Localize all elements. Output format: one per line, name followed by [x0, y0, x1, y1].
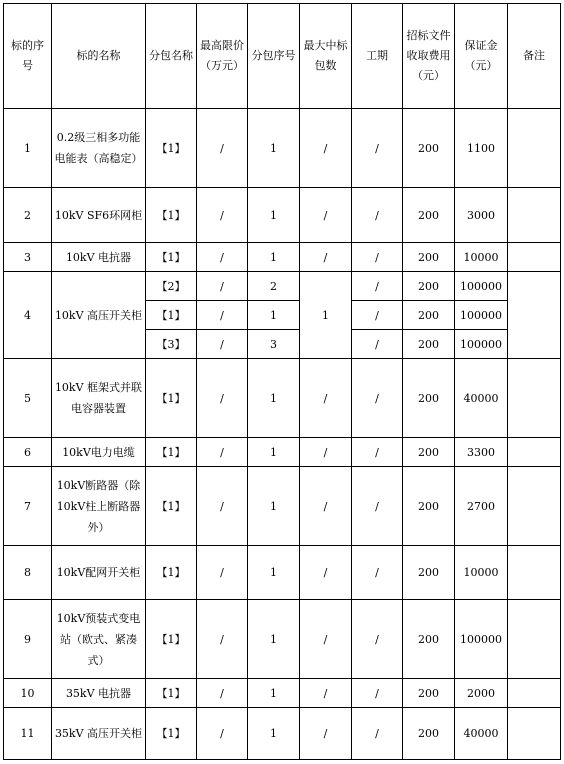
cell-fee: 200 [403, 109, 455, 188]
cell-deposit: 100000 [455, 272, 508, 301]
cell-package-name: 【1】 [146, 546, 197, 600]
cell-max-price: / [197, 359, 248, 438]
cell-max-price: / [197, 438, 248, 467]
cell-name: 10kV 电抗器 [52, 243, 146, 272]
cell-max-price: / [197, 109, 248, 188]
header-deposit: 保证金（元） [455, 4, 508, 109]
cell-package-name: 【1】 [146, 109, 197, 188]
cell-package-no: 1 [248, 301, 300, 330]
cell-max-price: / [197, 467, 248, 546]
cell-fee: 200 [403, 546, 455, 600]
header-name: 标的名称 [52, 4, 146, 109]
cell-package-no: 1 [248, 708, 300, 760]
table-row [4, 109, 561, 188]
cell-package-name: 【1】 [146, 243, 197, 272]
cell-package-no: 1 [248, 109, 300, 188]
header-row [4, 4, 561, 109]
cell-note [508, 188, 561, 243]
cell-package-name: 【1】 [146, 438, 197, 467]
cell-seq: 4 [4, 272, 52, 359]
cell-max-price: / [197, 679, 248, 708]
cell-period: / [352, 330, 403, 359]
header-max-win: 最大中标包数 [300, 4, 352, 109]
cell-max-price: / [197, 600, 248, 679]
cell-period: / [352, 243, 403, 272]
table-row [4, 243, 561, 272]
cell-max-win: / [300, 188, 352, 243]
cell-note [508, 600, 561, 679]
cell-deposit: 100000 [455, 330, 508, 359]
cell-seq: 6 [4, 438, 52, 467]
cell-name: 10kV电力电缆 [52, 438, 146, 467]
cell-fee: 200 [403, 467, 455, 546]
cell-deposit: 10000 [455, 243, 508, 272]
cell-package-no: 1 [248, 188, 300, 243]
cell-seq: 1 [4, 109, 52, 188]
cell-deposit: 40000 [455, 359, 508, 438]
cell-package-name: 【1】 [146, 600, 197, 679]
cell-max-price: / [197, 188, 248, 243]
table-row [4, 708, 561, 760]
cell-name: 35kV 电抗器 [52, 679, 146, 708]
cell-fee: 200 [403, 359, 455, 438]
cell-deposit: 1100 [455, 109, 508, 188]
cell-package-no: 2 [248, 272, 300, 301]
cell-fee: 200 [403, 301, 455, 330]
table-row [4, 546, 561, 600]
cell-package-no: 3 [248, 330, 300, 359]
cell-fee: 200 [403, 272, 455, 301]
cell-max-win: / [300, 679, 352, 708]
cell-package-no: 1 [248, 546, 300, 600]
cell-max-win: 1 [300, 272, 352, 359]
cell-max-price: / [197, 708, 248, 760]
cell-deposit: 100000 [455, 600, 508, 679]
header-seq: 标的序号 [4, 4, 52, 109]
cell-period: / [352, 109, 403, 188]
cell-period: / [352, 301, 403, 330]
cell-period: / [352, 600, 403, 679]
cell-fee: 200 [403, 708, 455, 760]
header-period: 工期 [352, 4, 403, 109]
table-row [4, 188, 561, 243]
cell-seq: 8 [4, 546, 52, 600]
cell-max-win: / [300, 708, 352, 760]
cell-max-win: / [300, 438, 352, 467]
cell-name: 10kV 框架式并联电容器装置 [52, 359, 146, 438]
cell-package-name: 【1】 [146, 679, 197, 708]
cell-package-name: 【1】 [146, 708, 197, 760]
cell-package-name: 【1】 [146, 467, 197, 546]
cell-max-win: / [300, 546, 352, 600]
cell-package-no: 1 [248, 243, 300, 272]
table-row [4, 679, 561, 708]
cell-seq: 2 [4, 188, 52, 243]
cell-seq: 11 [4, 708, 52, 760]
cell-deposit: 40000 [455, 708, 508, 760]
cell-note [508, 109, 561, 188]
table-row [4, 359, 561, 438]
cell-max-price: / [197, 272, 248, 301]
cell-max-price: / [197, 330, 248, 359]
cell-name: 10kV 高压开关柜 [52, 272, 146, 359]
cell-fee: 200 [403, 600, 455, 679]
cell-deposit: 3300 [455, 438, 508, 467]
cell-name: 0.2级三相多功能电能表（高稳定） [52, 109, 146, 188]
cell-note [508, 359, 561, 438]
cell-note [508, 438, 561, 467]
cell-deposit: 10000 [455, 546, 508, 600]
cell-deposit: 100000 [455, 301, 508, 330]
cell-note [508, 546, 561, 600]
cell-note [508, 708, 561, 760]
cell-period: / [352, 708, 403, 760]
cell-package-no: 1 [248, 467, 300, 546]
cell-name: 10kV SF6环网柜 [52, 188, 146, 243]
cell-package-name: 【1】 [146, 188, 197, 243]
cell-period: / [352, 188, 403, 243]
cell-period: / [352, 272, 403, 301]
cell-deposit: 2700 [455, 467, 508, 546]
cell-fee: 200 [403, 438, 455, 467]
cell-name: 10kV预装式变电站（欧式、紧凑式） [52, 600, 146, 679]
cell-max-win: / [300, 467, 352, 546]
cell-package-name: 【3】 [146, 330, 197, 359]
cell-max-price: / [197, 301, 248, 330]
cell-fee: 200 [403, 188, 455, 243]
header-package-name: 分包名称 [146, 4, 197, 109]
cell-package-no: 1 [248, 438, 300, 467]
table-row [4, 438, 561, 467]
cell-deposit: 2000 [455, 679, 508, 708]
cell-max-win: / [300, 109, 352, 188]
cell-package-name: 【1】 [146, 359, 197, 438]
cell-note [508, 679, 561, 708]
cell-seq: 9 [4, 600, 52, 679]
cell-fee: 200 [403, 330, 455, 359]
bid-table [3, 3, 561, 760]
cell-max-win: / [300, 243, 352, 272]
cell-fee: 200 [403, 243, 455, 272]
cell-period: / [352, 679, 403, 708]
cell-period: / [352, 438, 403, 467]
cell-seq: 5 [4, 359, 52, 438]
cell-name: 10kV配网开关柜 [52, 546, 146, 600]
cell-period: / [352, 359, 403, 438]
cell-package-no: 1 [248, 359, 300, 438]
cell-max-price: / [197, 546, 248, 600]
cell-note [508, 272, 561, 359]
cell-deposit: 3000 [455, 188, 508, 243]
cell-period: / [352, 467, 403, 546]
cell-name: 10kV断路器（除10kV柱上断路器外） [52, 467, 146, 546]
table-row [4, 272, 561, 301]
cell-seq: 10 [4, 679, 52, 708]
cell-max-win: / [300, 359, 352, 438]
header-note: 备注 [508, 4, 561, 109]
cell-package-no: 1 [248, 679, 300, 708]
cell-package-name: 【1】 [146, 301, 197, 330]
cell-package-no: 1 [248, 600, 300, 679]
cell-name: 35kV 高压开关柜 [52, 708, 146, 760]
header-package-no: 分包序号 [248, 4, 300, 109]
header-max-price: 最高限价（万元） [197, 4, 248, 109]
cell-note [508, 467, 561, 546]
cell-fee: 200 [403, 679, 455, 708]
cell-seq: 3 [4, 243, 52, 272]
cell-note [508, 243, 561, 272]
cell-max-price: / [197, 243, 248, 272]
table-row [4, 467, 561, 546]
cell-period: / [352, 546, 403, 600]
table-row [4, 600, 561, 679]
cell-package-name: 【2】 [146, 272, 197, 301]
cell-max-win: / [300, 600, 352, 679]
cell-seq: 7 [4, 467, 52, 546]
header-fee: 招标文件收取费用（元） [403, 4, 455, 109]
